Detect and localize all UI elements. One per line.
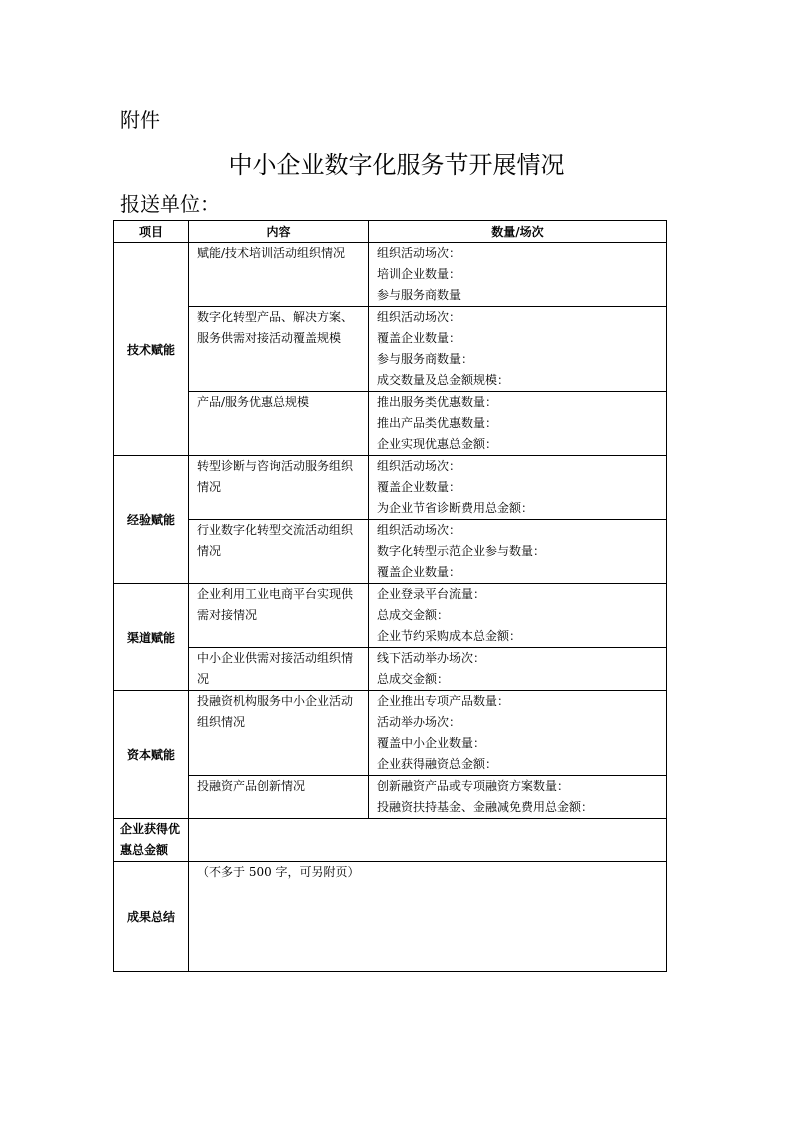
content-cell: 数字化转型产品、解决方案、服务供需对接活动覆盖规模 [189,307,369,392]
quantity-cell [369,307,667,392]
quantity-line: 活动举办场次： [377,715,462,729]
table-row [114,648,667,691]
table-row [114,862,667,972]
header-content: 内容 [189,221,369,243]
quantity-line: 创新融资产品或专项融资方案数量： [377,779,570,793]
table-row [114,307,667,392]
summary-field[interactable] [189,862,667,972]
category-capital: 资本赋能 [114,691,189,819]
table-row [114,776,667,819]
quantity-line: 投融资扶持基金、金融减免费用总金额： [377,800,594,814]
quantity-line: 企业登录平台流量： [377,587,486,601]
quantity-line: 企业获得融资总金额： [377,757,498,771]
quantity-cell [369,776,667,819]
quantity-line: 组织活动场次： [377,523,462,537]
table-row [114,584,667,648]
quantity-line: 覆盖中小企业数量： [377,736,486,750]
quantity-line: 企业实现优惠总金额： [377,437,498,451]
quantity-line: 企业节约采购成本总金额： [377,629,522,643]
quantity-line: 总成交金额： [377,672,450,686]
quantity-line: 成交数量及总金额规模： [377,373,510,387]
quantity-line: 线下活动举办场次： [377,651,486,665]
quantity-cell [369,456,667,520]
quantity-line: 培训企业数量： [377,267,462,281]
quantity-line: 参与服务商数量： [377,352,474,366]
content-cell: 企业利用工业电商平台实现供需对接情况 [189,584,369,648]
preferential-total-label: 企业获得优惠总金额 [114,819,189,862]
report-table [113,220,667,972]
quantity-cell [369,648,667,691]
quantity-line: 组织活动场次： [377,459,462,473]
content-cell: 产品/服务优惠总规模 [189,392,369,456]
quantity-line: 总成交金额： [377,608,450,622]
category-channel: 渠道赋能 [114,584,189,691]
quantity-line: 组织活动场次： [377,310,462,324]
table-header-row [114,221,667,243]
quantity-line: 为企业节省诊断费用总金额： [377,501,534,515]
quantity-cell [369,243,667,307]
quantity-line: 组织活动场次： [377,246,462,260]
quantity-cell [369,392,667,456]
quantity-line: 数字化转型示范企业参与数量： [377,544,546,558]
content-cell: 投融资机构服务中小企业活动组织情况 [189,691,369,776]
quantity-cell [369,691,667,776]
header-item: 项目 [114,221,189,243]
quantity-cell [369,584,667,648]
quantity-cell [369,520,667,584]
quantity-line: 企业推出专项产品数量： [377,694,510,708]
document-title: 中小企业数字化服务节开展情况 [228,151,565,179]
content-cell: 转型诊断与咨询活动服务组织情况 [189,456,369,520]
content-cell: 行业数字化转型交流活动组织情况 [189,520,369,584]
quantity-line: 参与服务商数量 [377,288,462,302]
attachment-label: 附件 [120,108,160,132]
header-quantity: 数量/场次 [369,221,667,243]
preferential-total-value[interactable] [189,819,667,862]
category-technology: 技术赋能 [114,243,189,456]
quantity-line: 推出服务类优惠数量： [377,395,498,409]
content-cell: 赋能/技术培训活动组织情况 [189,243,369,307]
quantity-line: 推出产品类优惠数量： [377,416,498,430]
table-row [114,392,667,456]
table-row [114,520,667,584]
reporting-unit-label: 报送单位： [120,192,220,216]
content-cell: 中小企业供需对接活动组织情况 [189,648,369,691]
table-row [114,456,667,520]
category-experience: 经验赋能 [114,456,189,584]
summary-label: 成果总结 [114,862,189,972]
quantity-line: 覆盖企业数量： [377,480,462,494]
quantity-line: 覆盖企业数量： [377,331,462,345]
quantity-line: 覆盖企业数量： [377,565,462,579]
table-row [114,691,667,776]
content-cell: 投融资产品创新情况 [189,776,369,819]
table-row [114,243,667,307]
summary-note: （不多于 500 字，可另附页） [197,865,360,879]
table-row [114,819,667,862]
